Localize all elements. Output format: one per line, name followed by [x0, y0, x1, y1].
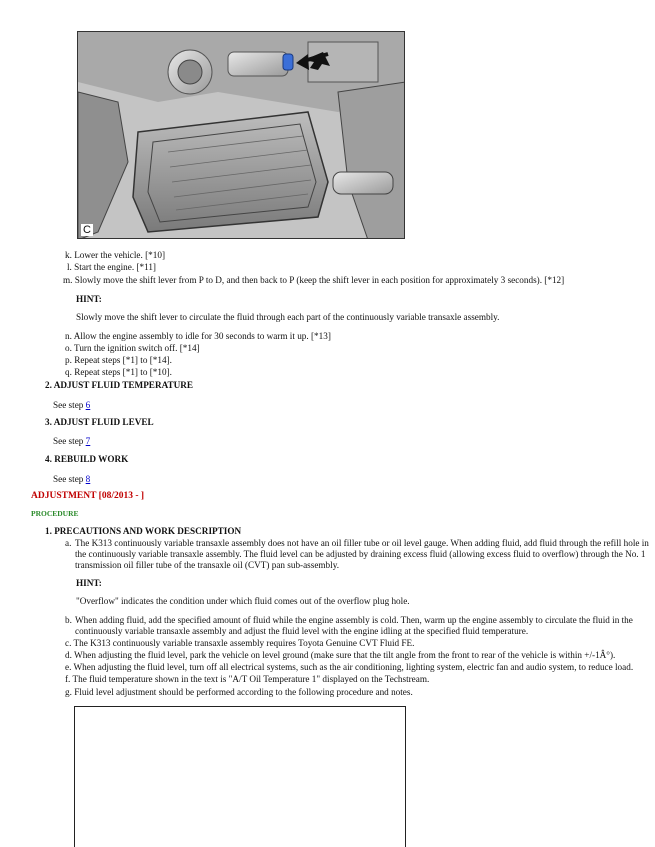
see-step-text: See step — [53, 400, 84, 410]
step-marker: n. — [65, 331, 72, 341]
section-number: 3. — [45, 417, 52, 427]
step-7-link[interactable]: 7 — [85, 436, 91, 446]
transaxle-illustration — [77, 31, 405, 239]
step-8-link[interactable]: 8 — [85, 474, 91, 484]
item-a-line-1: The K313 continuously variable transaxle assembly does not have an oil filler tube or oil level gauge. When adding fluid, add fluid through the refill hole in — [75, 538, 649, 548]
section-number: 4. — [45, 454, 52, 464]
adjustment-header: ADJUSTMENT [08/2013 - ] — [31, 491, 145, 501]
step-m — [63, 275, 564, 286]
item-text: When adjusting the fluid level, park the vehicle on level ground (make sure that the tilt angle from the front to rear of the vehicle is within +/-1Â°). — [74, 650, 616, 660]
step-marker: q. — [65, 367, 72, 377]
step-n — [65, 331, 331, 342]
step-p — [65, 355, 172, 366]
see-step-text: See step — [53, 436, 84, 446]
section-title: REBUILD WORK — [54, 454, 129, 464]
item-marker: e. — [65, 662, 72, 672]
step-text: Allow the engine assembly to idle for 30 seconds to warm it up. [*13] — [73, 331, 331, 341]
step-q — [65, 367, 172, 378]
section-number: 2. — [45, 380, 52, 390]
item-marker: c. — [65, 638, 72, 648]
section-number: 1. — [45, 526, 52, 536]
item-marker: f. — [65, 674, 71, 684]
figure-label: C — [83, 224, 91, 236]
section-title: ADJUST FLUID TEMPERATURE — [53, 380, 194, 390]
step-marker: p. — [65, 355, 72, 365]
lower-figure-frame — [74, 706, 406, 847]
item-d — [65, 650, 615, 661]
item-g — [65, 687, 413, 698]
hint-label: HINT: — [76, 294, 102, 304]
step-l — [67, 262, 156, 273]
see-step-text: See step — [53, 474, 84, 484]
item-f — [65, 674, 429, 685]
item-b-line-1: When adding fluid, add the specified amount of fluid while the engine assembly is cold. Then, warm up the engine assembly to circulate the fluid in the — [75, 615, 633, 625]
step-text: Turn the ignition switch off. [*14] — [74, 343, 200, 353]
hint-text: Slowly move the shift lever to circulate the fluid through each part of the continuously variable transaxle assembly. — [76, 312, 500, 322]
item-c — [65, 638, 414, 649]
step-k — [65, 250, 165, 261]
item-a-marker: a. — [65, 538, 72, 548]
item-text: Fluid level adjustment should be performed according to the following procedure and notes. — [74, 687, 413, 697]
item-e — [65, 662, 633, 673]
hint-text-2: "Overflow" indicates the condition under which fluid comes out of the overflow plug hole. — [76, 596, 410, 606]
item-a-line-3: transmission oil filler tube of the transaxle oil (CVT) pan sub-assembly. — [75, 560, 340, 570]
step-marker: o. — [65, 343, 72, 353]
section-4-see — [53, 474, 90, 485]
step-text: Lower the vehicle. [*10] — [74, 250, 166, 260]
section-title: PRECAUTIONS AND WORK DESCRIPTION — [54, 526, 242, 536]
section-2-see — [53, 400, 90, 411]
section-title: ADJUST FLUID LEVEL — [53, 417, 154, 427]
engine-pan-drawing — [78, 32, 405, 239]
step-text: Slowly move the shift lever from P to D, and then back to P (keep the shift lever in each position for approximately 3 seconds). [*12] — [74, 275, 565, 285]
step-text: Repeat steps [*1] to [*14]. — [74, 355, 172, 365]
step-text: Start the engine. [*11] — [74, 262, 156, 272]
item-b-marker: b. — [65, 615, 72, 625]
section-3-heading — [45, 417, 154, 428]
hint-label-2: HINT: — [76, 578, 102, 588]
item-marker: g. — [65, 687, 72, 697]
section-2-heading — [45, 380, 193, 391]
section-3-see — [53, 436, 90, 447]
precautions-heading — [45, 526, 241, 537]
item-text: The fluid temperature shown in the text is "A/T Oil Temperature 1" displayed on the Techstream. — [72, 674, 430, 684]
step-6-link[interactable]: 6 — [85, 400, 91, 410]
section-4-heading — [45, 454, 128, 465]
procedure-label: PROCEDURE — [31, 509, 79, 518]
step-marker: l. — [67, 262, 72, 272]
item-marker: d. — [65, 650, 72, 660]
item-text: The K313 continuously variable transaxle assembly requires Toyota Genuine CVT Fluid FE. — [73, 638, 415, 648]
step-marker: k. — [65, 250, 72, 260]
item-text: When adjusting the fluid level, turn off all electrical systems, such as the air conditioning, lighting system, electric fan and audio system, to reduce load. — [73, 662, 634, 672]
item-a-line-2: the continuously variable transaxle assembly. The fluid level can be adjusted by draining excess fluid (allowing excess fluid to overflow) through the No. 1 — [75, 549, 646, 559]
step-o — [65, 343, 200, 354]
item-b-line-2: continuously variable transaxle assembly and adjust the fluid level with the engine idling at the specified fluid temperature. — [75, 626, 529, 636]
step-text: Repeat steps [*1] to [*10]. — [74, 367, 172, 377]
step-marker: m. — [63, 275, 73, 285]
